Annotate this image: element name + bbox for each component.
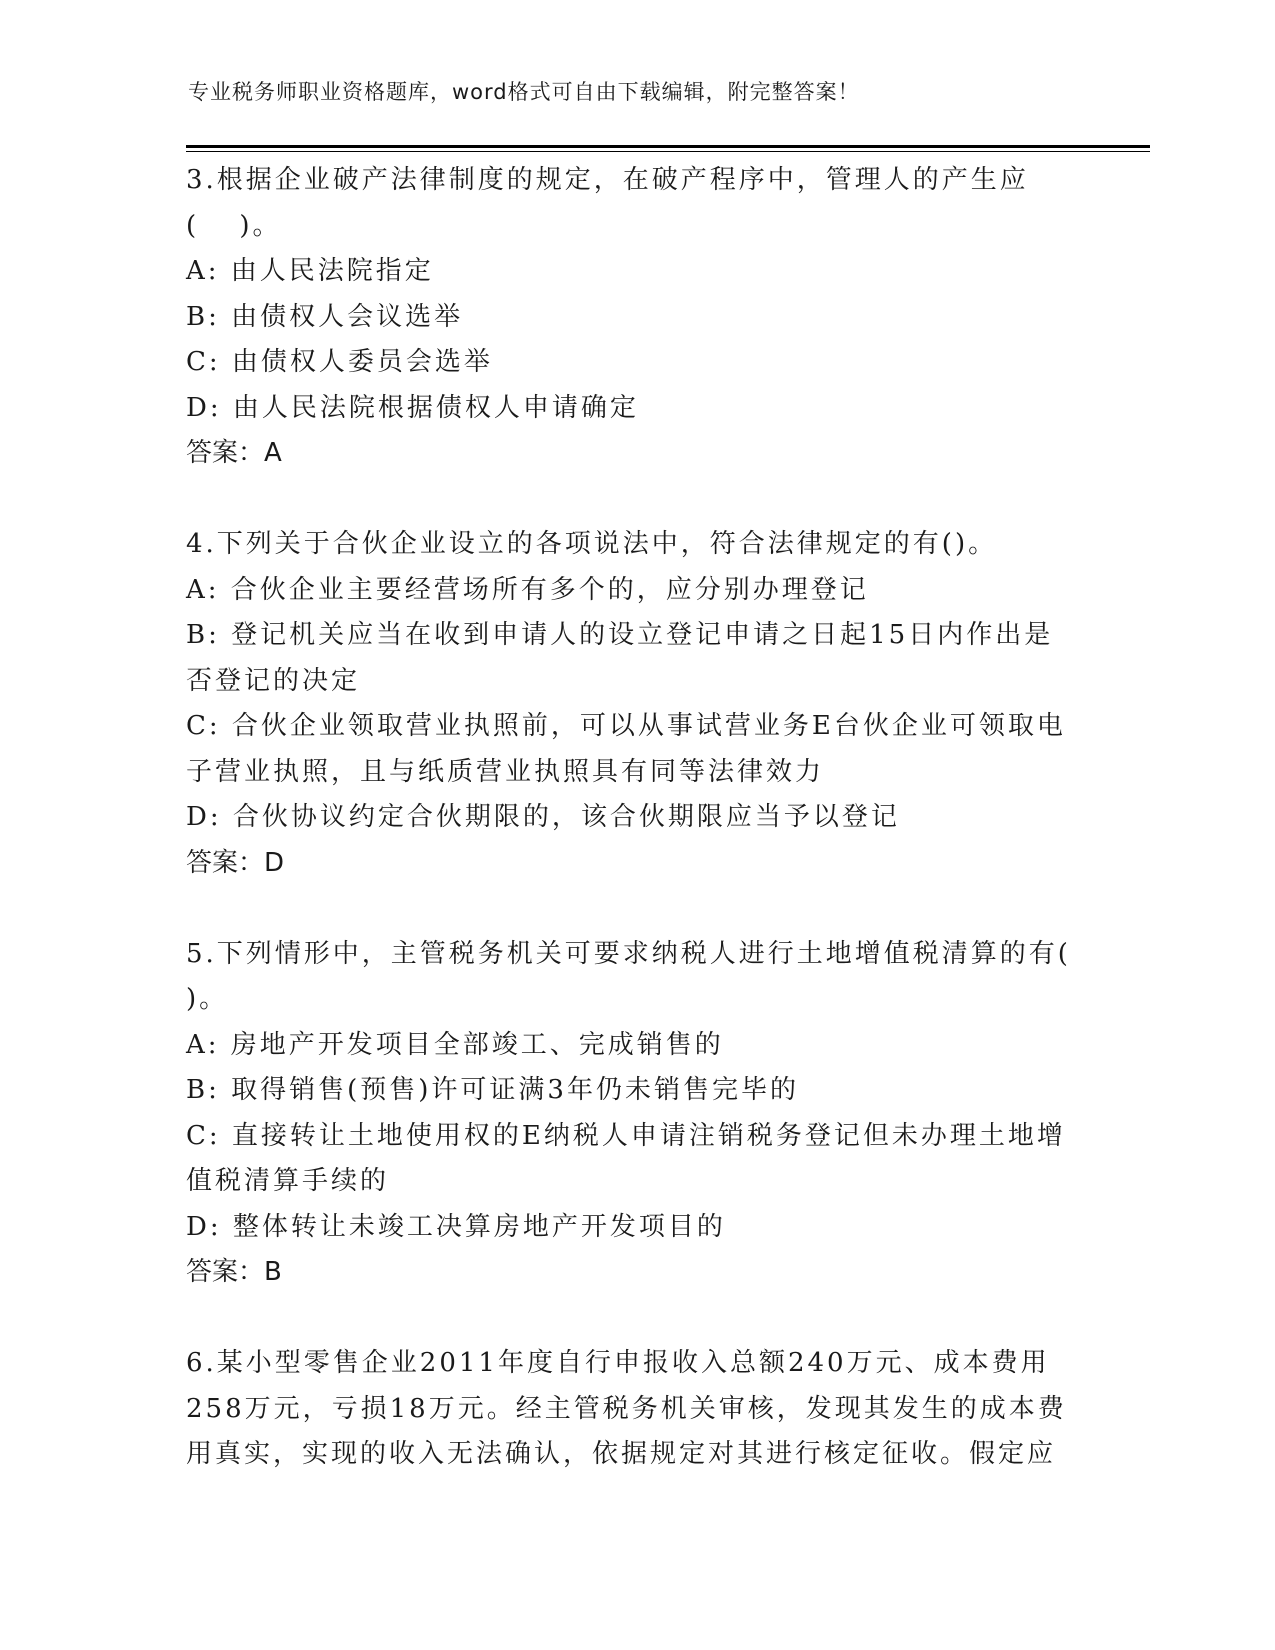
question-block <box>186 932 1086 1296</box>
option-d: D: 由人民法院根据债权人申请确定 <box>186 392 639 423</box>
option-c: C: 合伙企业领取营业执照前，可以从事试营业务E台伙企业可领取电 <box>186 711 1066 741</box>
header-rule-thin <box>186 151 1150 152</box>
header-rule-thick <box>186 145 1150 148</box>
questions-content <box>186 158 1086 1478</box>
question-stem: 4.下列关于合伙企业设立的各项说法中，符合法律规定的有()。 <box>186 529 998 559</box>
question-stem: 3.根据企业破产法律制度的规定，在破产程序中，管理人的产生应 <box>186 165 1029 195</box>
answer: 答案：D <box>186 847 285 878</box>
option-a: A: 房地产开发项目全部竣工、完成销售的 <box>186 1029 724 1060</box>
question-spacer <box>186 886 1086 932</box>
option-c: C: 直接转让土地使用权的E纳税人申请注销税务登记但未办理土地增 <box>186 1120 1066 1151</box>
question-stem-continued: 用真实，实现的收入无法确认，依据规定对其进行核定征收。假定应 <box>186 1439 1057 1469</box>
question-spacer <box>186 477 1086 523</box>
question-block <box>186 522 1086 886</box>
page-header: 专业税务师职业资格题库，word格式可自由下载编辑，附完整答案！ <box>188 80 860 104</box>
option-a: A: 由人民法院指定 <box>186 256 434 286</box>
question-stem: 5.下列情形中，主管税务机关可要求纳税人进行土地增值税清算的有( <box>186 938 1071 969</box>
option-c: C: 由债权人委员会选举 <box>186 347 493 377</box>
question-stem-continued: ( )。 <box>186 210 282 241</box>
option-b: B: 登记机关应当在收到申请人的设立登记申请之日起15日内作出是 <box>186 620 1054 650</box>
question-stem: 6.某小型零售企业2011年度自行申报收入总额240万元、成本费用 <box>186 1348 1050 1378</box>
question-stem-continued: )。 <box>186 984 229 1014</box>
option-a: A: 合伙企业主要经营场所有多个的，应分别办理登记 <box>186 574 869 605</box>
option-d: D: 合伙协议约定合伙期限的，该合伙期限应当予以登记 <box>186 802 900 832</box>
answer: 答案：B <box>186 1257 282 1287</box>
option-c-continued: 值税清算手续的 <box>186 1166 390 1196</box>
option-b: B: 取得销售(预售)许可证满3年仍未销售完毕的 <box>186 1075 799 1105</box>
question-block <box>186 1341 1086 1478</box>
question-stem-continued: 258万元，亏损18万元。经主管税务机关审核，发现其发生的成本费 <box>186 1393 1067 1424</box>
question-block <box>186 158 1086 477</box>
question-spacer <box>186 1296 1086 1342</box>
option-b-continued: 否登记的决定 <box>186 665 361 696</box>
answer: 答案：A <box>186 438 282 468</box>
option-c-continued: 子营业执照，且与纸质营业执照具有同等法律效力 <box>186 756 825 787</box>
option-d: D: 整体转让未竣工决算房地产开发项目的 <box>186 1211 726 1242</box>
option-b: B: 由债权人会议选举 <box>186 301 464 332</box>
